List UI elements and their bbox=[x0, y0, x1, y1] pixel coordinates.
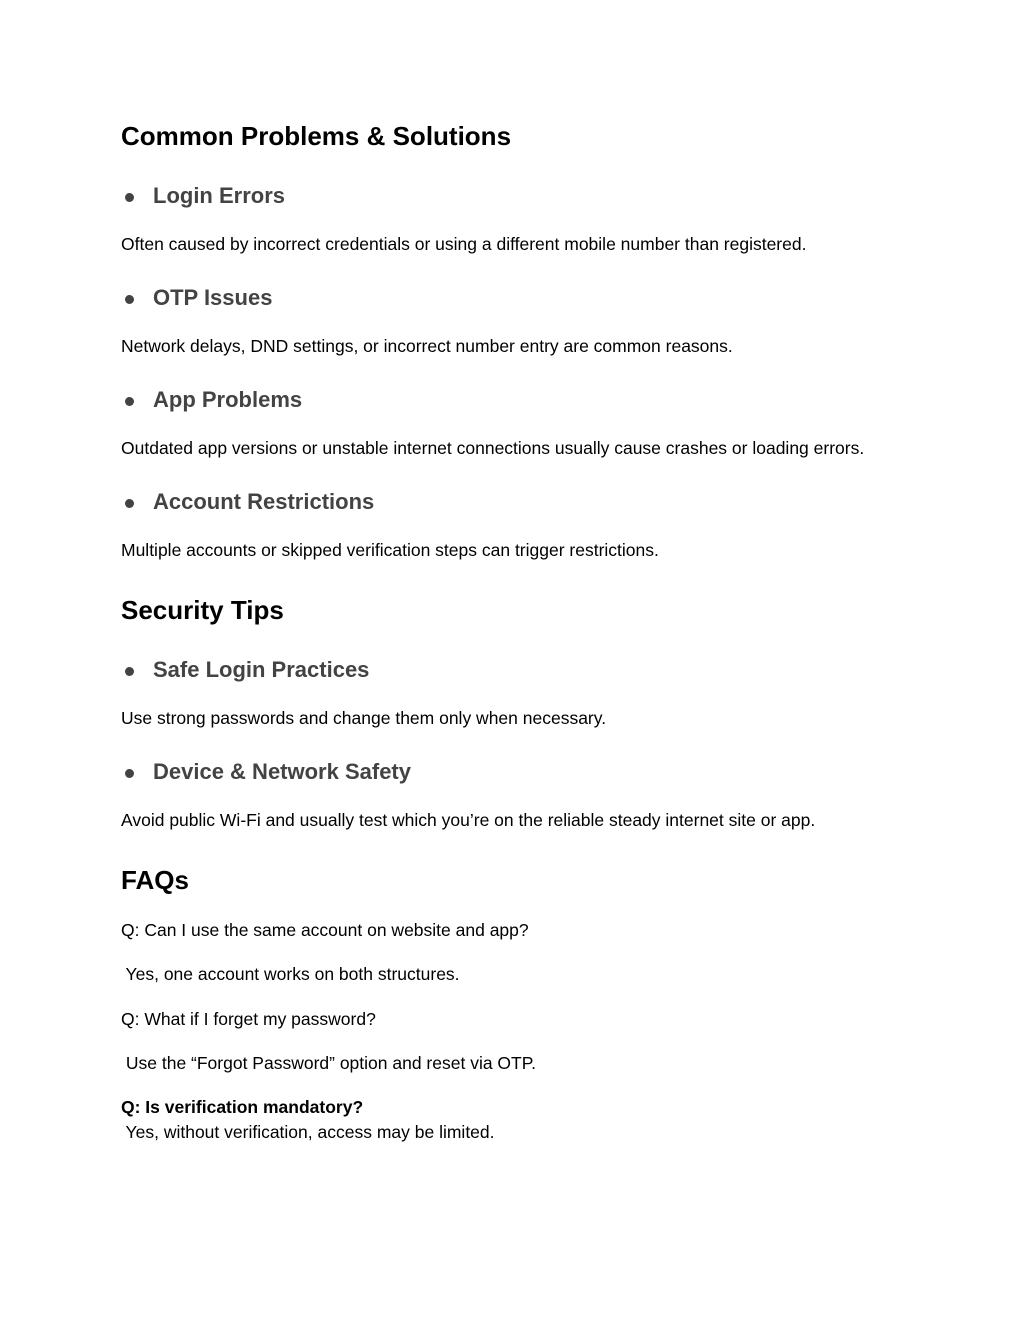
subheading-device-network-safety bbox=[153, 761, 411, 783]
subheading-account-restrictions bbox=[153, 491, 374, 513]
faq-question: Q: What if I forget my password? bbox=[121, 1009, 376, 1029]
subheading-otp-issues bbox=[153, 287, 272, 309]
section-heading-faqs: FAQs bbox=[121, 865, 189, 895]
subheading-text: Account Restrictions bbox=[153, 489, 375, 514]
paragraph-account-restrictions: Multiple accounts or skipped verification steps can trigger restrictions. bbox=[121, 540, 659, 560]
paragraph-otp-issues: Network delays, DND settings, or incorrect number entry are common reasons. bbox=[121, 336, 733, 356]
subheading-safe-login-practices bbox=[153, 659, 369, 681]
paragraph-safe-login-practices: Use strong passwords and change them only when necessary. bbox=[121, 708, 607, 728]
bullet-icon bbox=[125, 193, 134, 202]
paragraph-app-problems: Outdated app versions or unstable internet connections usually cause crashes or loading errors. bbox=[121, 438, 865, 458]
faq-answer: Yes, one account works on both structures. bbox=[121, 964, 460, 984]
section-heading-security-tips: Security Tips bbox=[121, 595, 284, 625]
subheading-text: Device & Network Safety bbox=[153, 759, 411, 784]
subheading-text: App Problems bbox=[153, 387, 303, 412]
faq-question: Q: Is verification mandatory? bbox=[121, 1097, 364, 1117]
faq-answer: Yes, without verification, access may be limited. bbox=[121, 1122, 495, 1142]
section-heading-common-problems: Common Problems & Solutions bbox=[121, 121, 512, 151]
paragraph-login-errors: Often caused by incorrect credentials or using a different mobile number than registered. bbox=[121, 234, 807, 254]
subheading-text: OTP Issues bbox=[153, 285, 273, 310]
faq-answer: Use the “Forgot Password” option and reset via OTP. bbox=[121, 1053, 537, 1073]
paragraph-device-network-safety: Avoid public Wi-Fi and usually test which you’re on the reliable steady internet site or app. bbox=[121, 810, 816, 830]
bullet-icon bbox=[125, 769, 134, 778]
subheading-app-problems bbox=[153, 389, 302, 411]
bullet-icon bbox=[125, 295, 134, 304]
subheading-text: Safe Login Practices bbox=[153, 657, 370, 682]
bullet-icon bbox=[125, 499, 134, 508]
subheading-login-errors bbox=[153, 185, 285, 207]
bullet-icon bbox=[125, 397, 134, 406]
subheading-text: Login Errors bbox=[153, 183, 286, 208]
faq-question: Q: Can I use the same account on website and app? bbox=[121, 920, 529, 940]
bullet-icon bbox=[125, 667, 134, 676]
